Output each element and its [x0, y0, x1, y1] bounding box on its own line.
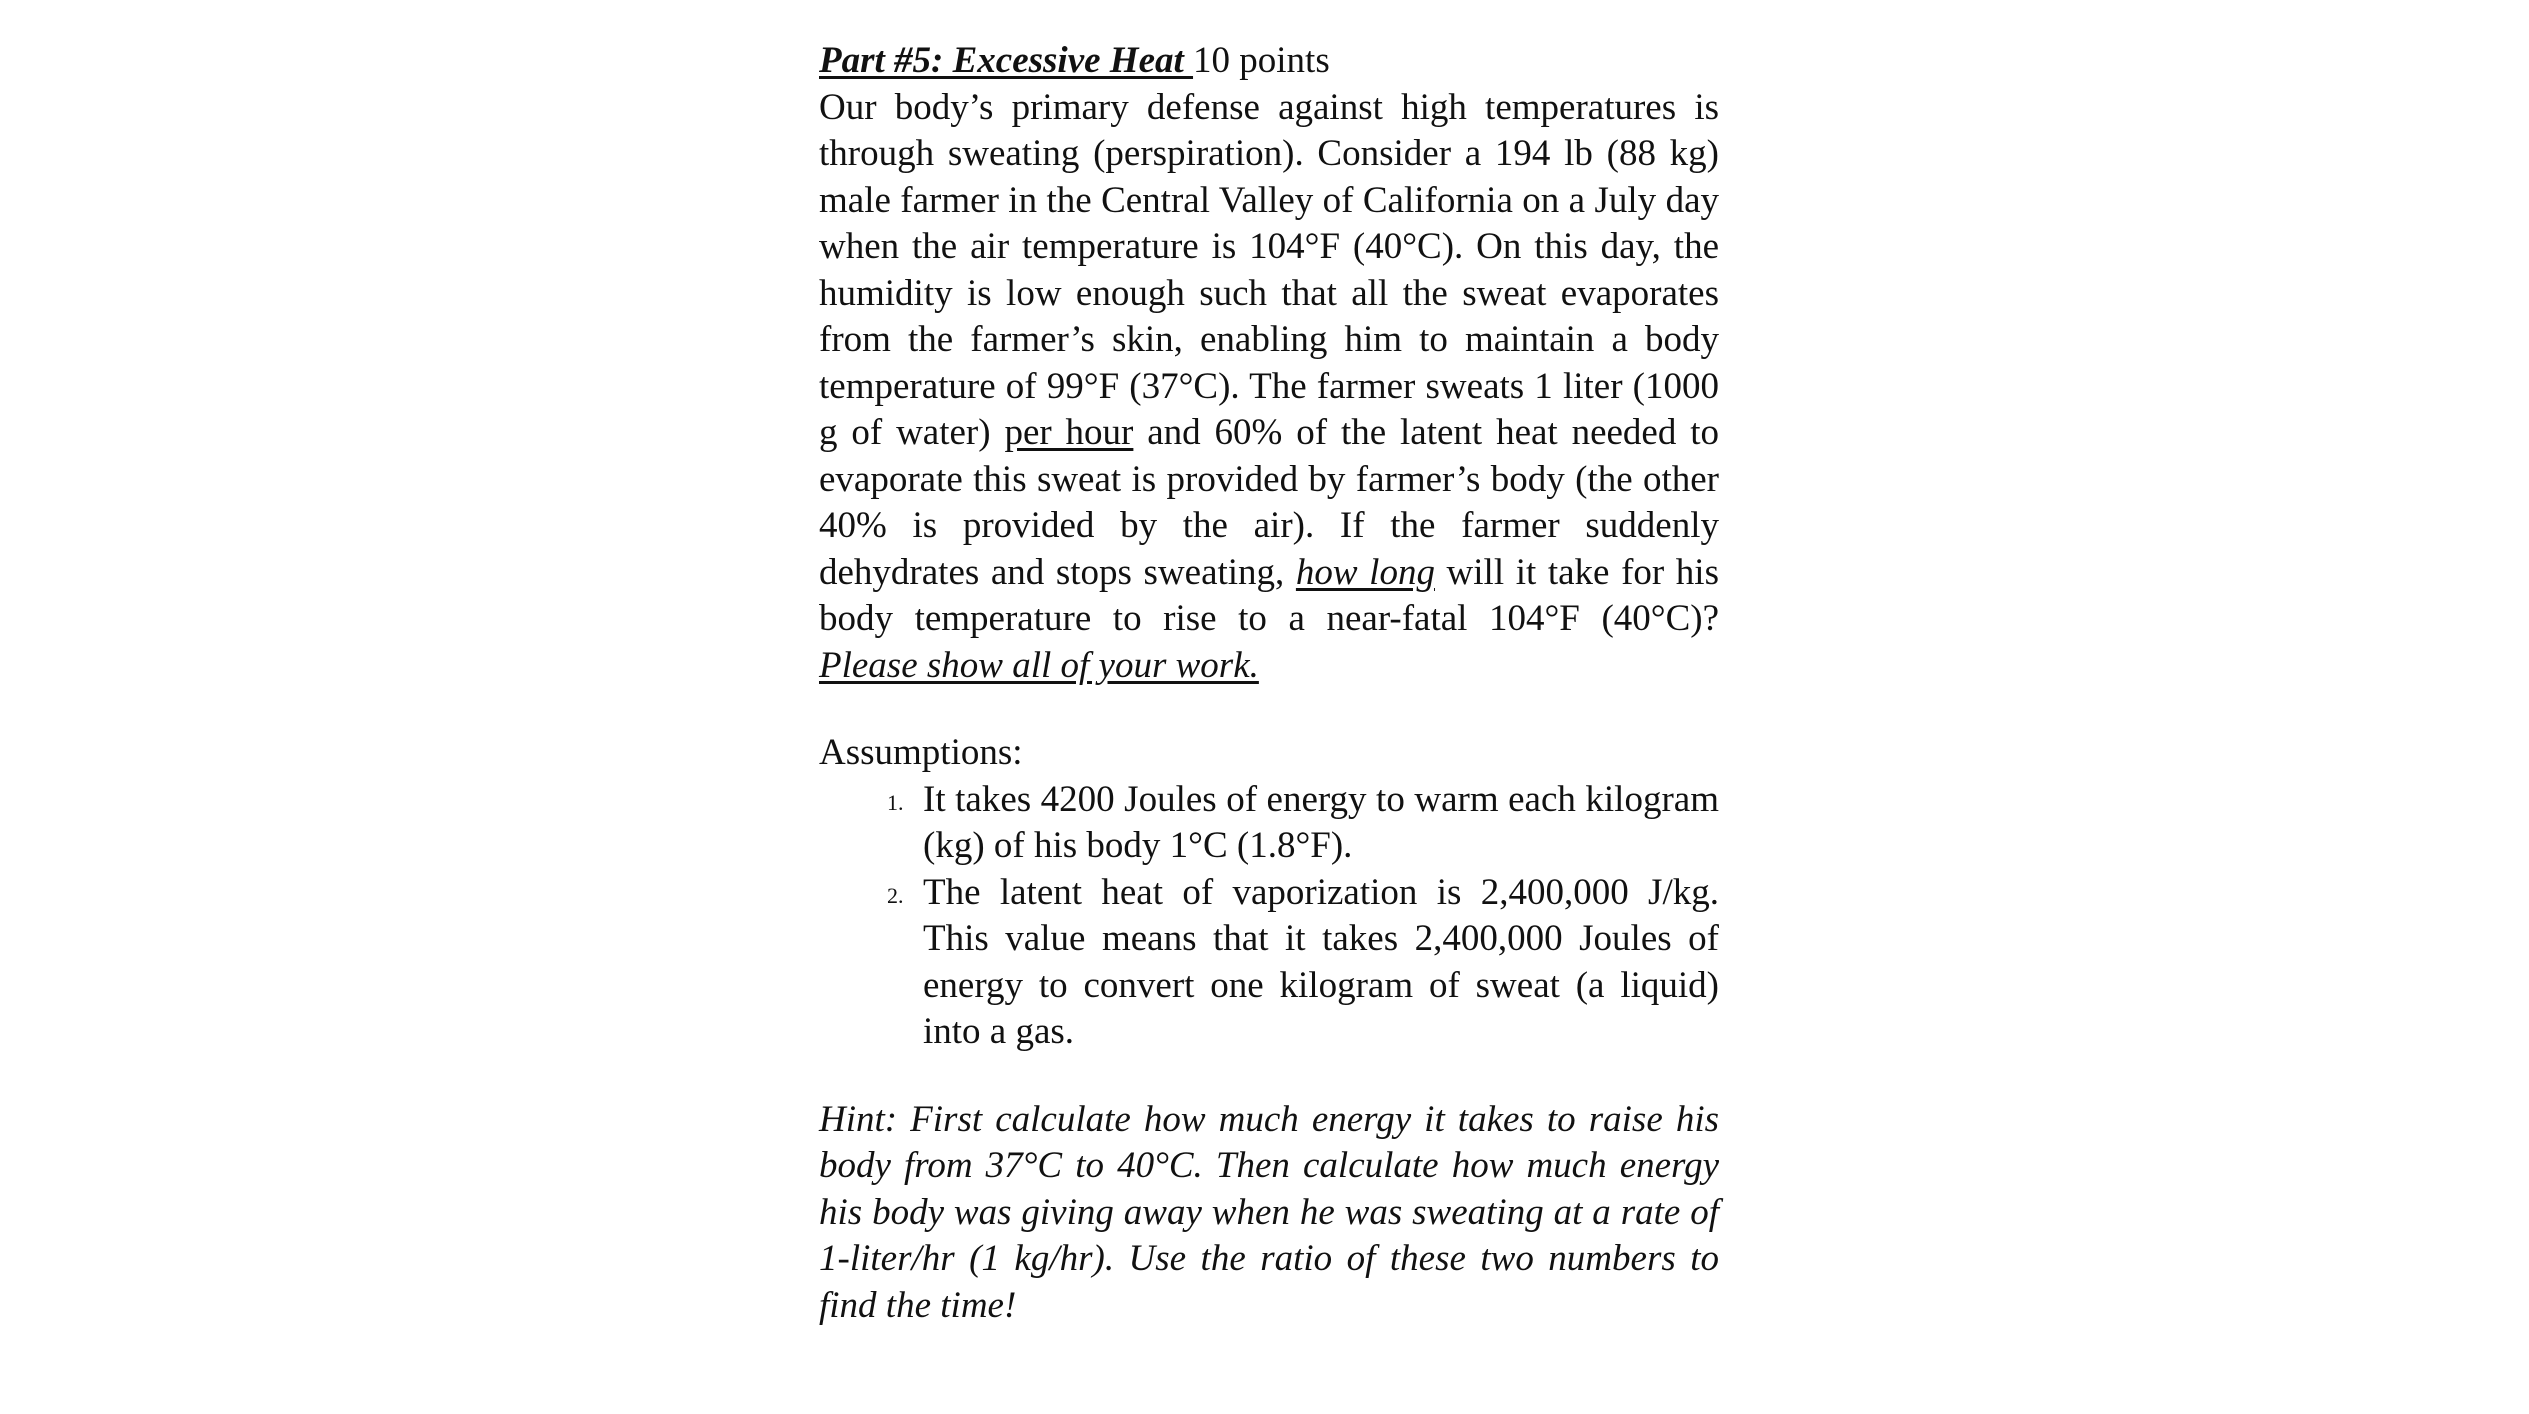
problem-text-3: will it take for his body temperature to rise to a near-fatal 104°F (40°C)? [819, 551, 1719, 639]
problem-statement [819, 85, 1719, 690]
part-title: Part #5: Excessive Heat [819, 40, 1194, 81]
problem-instruction: Please show all of your work. [819, 644, 1259, 686]
assumptions-heading: Assumptions: [819, 732, 1023, 773]
assumption-text: The latent heat of vaporization is 2,400,000 J/kg. This value means that it takes 2,400,000 Joules of energy to convert one kilogram of sweat (a liquid) into a gas. [923, 871, 1719, 1052]
hint-paragraph: Hint: First calculate how much energy it takes to raise his body from 37°C to 40°C. Then calculate how much energy his body was giving away when he was sweating at a rate of 1-liter/hr (1 kg/hr). Use the ratio of these two numbers to find the time! [819, 1098, 1719, 1326]
assumption-text: It takes 4200 Joules of energy to warm each kilogram (kg) of his body 1°C (1.8°F). [923, 778, 1719, 866]
problem-emphasis-how-long: how long [1295, 551, 1435, 593]
worksheet-page [819, 38, 1719, 1329]
assumption-item-1 [887, 777, 1719, 870]
assumption-item-2 [887, 870, 1719, 1056]
part-points: 10 points [1193, 40, 1330, 81]
assumptions-list [819, 777, 1719, 1056]
part-header [819, 38, 1719, 85]
assumption-number: 1. [887, 789, 904, 815]
problem-text-1: Our body’s primary defense against high temperatures is through sweating (perspiration). Consider a 194 lb (88 kg) male farmer in the Central Valley of California on a July day when the air temperature is 104°F (40°C). On this day, the humidity is low enough such that all the sweat evaporates from the farmer’s skin, enabling him to maintain a body temperature of 99°F (37°C). The farmer sweats 1 liter (1000 g of water) [819, 86, 1719, 453]
problem-emphasis-per-hour: per hour [1004, 412, 1134, 453]
assumption-number: 2. [887, 882, 904, 908]
problem-text-2: and 60% of the latent heat needed to evaporate this sweat is provided by farmer’s body (the other 40% is provided by the air). If the farmer suddenly dehydrates and stops sweating, [819, 412, 1720, 593]
